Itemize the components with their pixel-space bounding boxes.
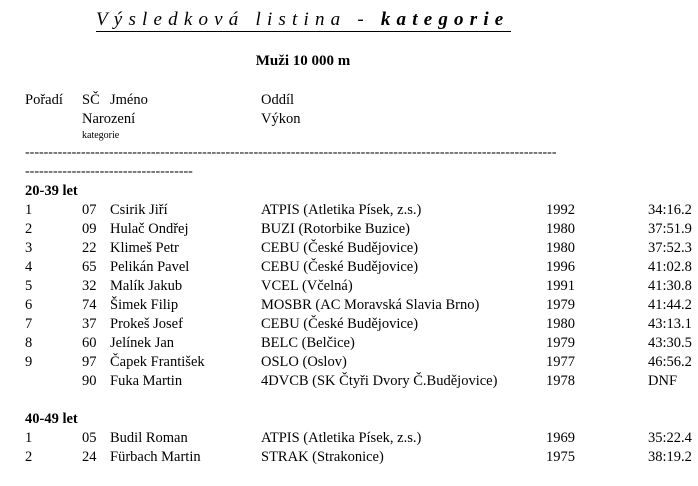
result-birth-year: 1977 bbox=[546, 354, 575, 370]
result-athlete-name: Csirik Jiří bbox=[110, 202, 168, 218]
result-place: 1 bbox=[25, 202, 33, 218]
title-italic: Výsledková listina - bbox=[96, 9, 381, 30]
result-bib-number: 74 bbox=[82, 297, 97, 313]
result-club: CEBU (České Budějovice) bbox=[261, 259, 419, 275]
result-birth-year: 1969 bbox=[546, 430, 575, 446]
header-category: kategorie bbox=[82, 130, 120, 141]
result-performance-time: 46:56.2 bbox=[648, 354, 692, 370]
result-performance-time: 43:13.1 bbox=[648, 316, 692, 332]
result-club: BELC (Belčice) bbox=[261, 335, 355, 351]
result-club: STRAK (Strakonice) bbox=[261, 449, 384, 465]
result-bib-number: 65 bbox=[82, 259, 97, 275]
result-place: 7 bbox=[25, 316, 33, 332]
result-club: ATPIS (Atletika Písek, z.s.) bbox=[261, 202, 422, 218]
document-title bbox=[96, 9, 511, 32]
result-athlete-name: Klimeš Petr bbox=[110, 240, 179, 256]
result-birth-year: 1978 bbox=[546, 373, 575, 389]
header-bib: SČ bbox=[82, 92, 100, 108]
result-club: ATPIS (Atletika Písek, z.s.) bbox=[261, 430, 422, 446]
result-place: 6 bbox=[25, 297, 33, 313]
category-heading: 40-49 let bbox=[25, 411, 78, 427]
result-athlete-name: Jelínek Jan bbox=[110, 335, 175, 351]
title-bold: kategorie bbox=[380, 9, 510, 30]
result-club: VCEL (Včelná) bbox=[261, 278, 353, 294]
result-birth-year: 1980 bbox=[546, 240, 575, 256]
result-club: OSLO (Oslov) bbox=[261, 354, 347, 370]
result-bib-number: 60 bbox=[82, 335, 97, 351]
header-place: Pořadí bbox=[25, 92, 63, 108]
result-athlete-name: Fürbach Martin bbox=[110, 449, 201, 465]
result-place: 4 bbox=[25, 259, 33, 275]
result-birth-year: 1975 bbox=[546, 449, 575, 465]
result-bib-number: 07 bbox=[82, 202, 97, 218]
separator-line-1: ------------------------------------------------------------------------------------------------------------------ bbox=[25, 145, 557, 160]
separator-line-2: ------------------------------------ bbox=[25, 164, 193, 179]
result-birth-year: 1979 bbox=[546, 297, 575, 313]
result-performance-time: 43:30.5 bbox=[648, 335, 692, 351]
result-athlete-name: Pelikán Pavel bbox=[110, 259, 190, 275]
result-performance-time: DNF bbox=[648, 373, 678, 389]
result-place: 5 bbox=[25, 278, 33, 294]
race-name: Muži 10 000 m bbox=[255, 53, 351, 69]
result-athlete-name: Čapek František bbox=[110, 354, 205, 370]
header-performance: Výkon bbox=[261, 111, 301, 127]
result-birth-year: 1996 bbox=[546, 259, 575, 275]
result-birth-year: 1980 bbox=[546, 221, 575, 237]
result-club: CEBU (České Budějovice) bbox=[261, 316, 419, 332]
result-place: 2 bbox=[25, 221, 33, 237]
result-athlete-name: Hulač Ondřej bbox=[110, 221, 189, 237]
header-club: Oddíl bbox=[261, 92, 295, 108]
result-performance-time: 35:22.4 bbox=[648, 430, 692, 446]
result-performance-time: 34:16.2 bbox=[648, 202, 692, 218]
result-athlete-name: Malík Jakub bbox=[110, 278, 183, 294]
result-club: 4DVCB (SK Čtyři Dvory Č.Budějovice) bbox=[261, 373, 498, 389]
result-place: 2 bbox=[25, 449, 33, 465]
result-bib-number: 24 bbox=[82, 449, 97, 465]
category-heading: 20-39 let bbox=[25, 183, 78, 199]
result-place: 9 bbox=[25, 354, 33, 370]
result-birth-year: 1991 bbox=[546, 278, 575, 294]
result-bib-number: 97 bbox=[82, 354, 97, 370]
result-performance-time: 41:44.2 bbox=[648, 297, 692, 313]
result-birth-year: 1992 bbox=[546, 202, 575, 218]
result-birth-year: 1980 bbox=[546, 316, 575, 332]
result-athlete-name: Prokeš Josef bbox=[110, 316, 183, 332]
result-club: CEBU (České Budějovice) bbox=[261, 240, 419, 256]
result-place: 8 bbox=[25, 335, 33, 351]
result-place: 1 bbox=[25, 430, 33, 446]
result-athlete-name: Budil Roman bbox=[110, 430, 188, 446]
result-birth-year: 1979 bbox=[546, 335, 575, 351]
result-performance-time: 41:02.8 bbox=[648, 259, 692, 275]
result-club: BUZI (Rotorbike Buzice) bbox=[261, 221, 410, 237]
result-performance-time: 37:51.9 bbox=[648, 221, 692, 237]
result-athlete-name: Šimek Filip bbox=[110, 297, 179, 313]
result-bib-number: 90 bbox=[82, 373, 97, 389]
result-bib-number: 09 bbox=[82, 221, 97, 237]
result-bib-number: 37 bbox=[82, 316, 97, 332]
result-bib-number: 22 bbox=[82, 240, 97, 256]
result-performance-time: 41:30.8 bbox=[648, 278, 692, 294]
result-athlete-name: Fuka Martin bbox=[110, 373, 183, 389]
result-performance-time: 37:52.3 bbox=[648, 240, 692, 256]
result-bib-number: 05 bbox=[82, 430, 97, 446]
result-performance-time: 38:19.2 bbox=[648, 449, 692, 465]
header-name: Jméno bbox=[110, 92, 148, 108]
result-club: MOSBR (AC Moravská Slavia Brno) bbox=[261, 297, 480, 313]
header-birth: Narození bbox=[82, 111, 136, 127]
result-bib-number: 32 bbox=[82, 278, 97, 294]
result-place: 3 bbox=[25, 240, 33, 256]
